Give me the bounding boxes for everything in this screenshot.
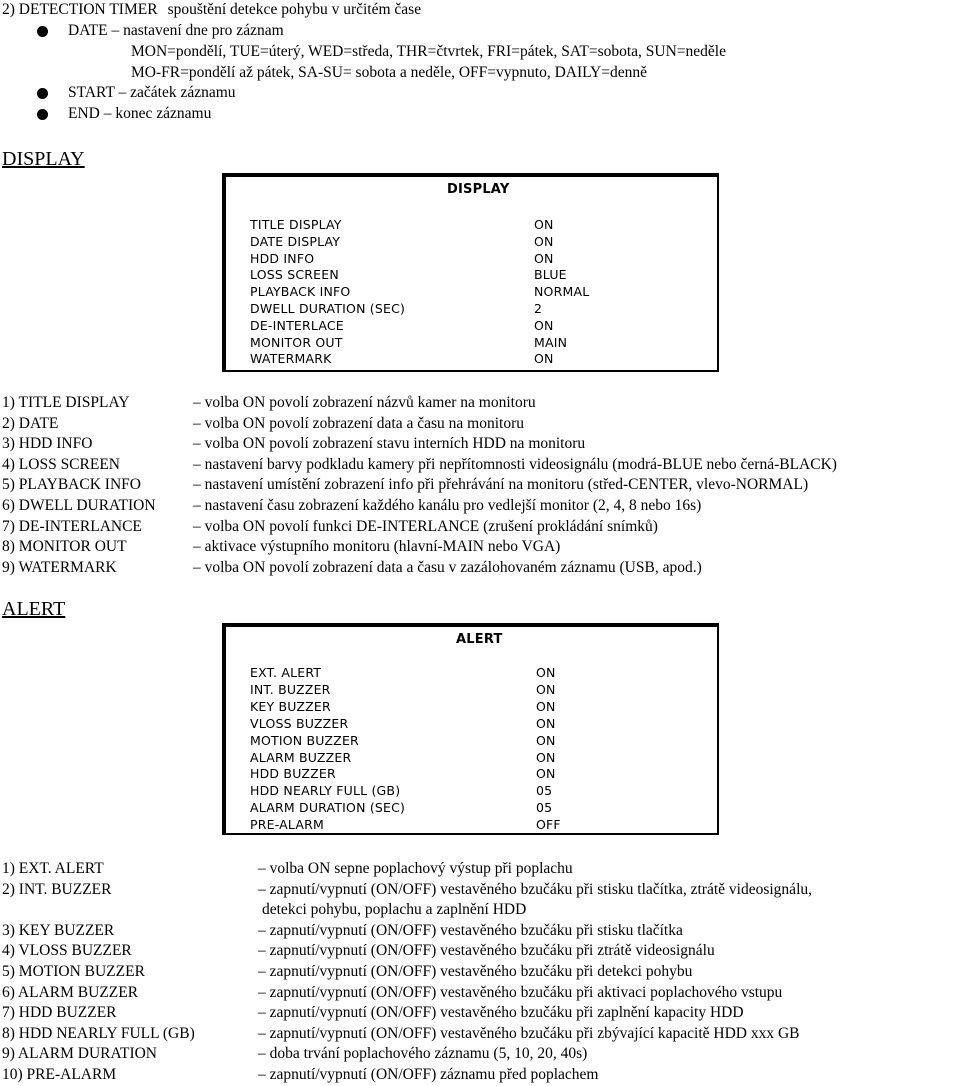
display-heading: DISPLAY	[2, 148, 85, 170]
description-text: – zapnutí/vypnutí (ON/OFF) vestavěného bzučáku při zaplnění kapacity HDD	[258, 1004, 744, 1022]
description-text: – zapnutí/vypnutí (ON/OFF) záznamu před poplachem	[258, 1066, 599, 1083]
description-key: 4) LOSS SCREEN	[2, 455, 120, 473]
osd-menu-label: PRE-ALARM	[250, 817, 324, 833]
osd-menu-value: ON	[534, 351, 554, 367]
osd-menu-label: LOSS SCREEN	[250, 267, 339, 283]
description-text: – volba ON povolí zobrazení stavu interních HDD na monitoru	[193, 435, 586, 453]
description-key: 3) HDD INFO	[2, 435, 93, 453]
description-text: – zapnutí/vypnutí (ON/OFF) vestavěného bzučáku při stisku tlačítka, ztrátě videosignálu,	[258, 880, 812, 898]
osd-menu-row	[250, 318, 690, 335]
description-text: – zapnutí/vypnutí (ON/OFF) vestavěného bzučáku při stisku tlačítka	[258, 921, 683, 939]
osd-menu-label: HDD INFO	[250, 250, 315, 266]
osd-menu-row	[250, 733, 690, 750]
description-text: – nastavení času zobrazení každého kanálu pro vedlejší monitor (2, 4, 8 nebo 16s)	[193, 497, 702, 514]
osd-menu-row	[250, 665, 690, 682]
osd-menu-value: BLUE	[534, 267, 567, 283]
osd-menu-label: INT. BUZZER	[250, 681, 331, 697]
description-text: – aktivace výstupního monitoru (hlavní-MAIN nebo VGA)	[193, 538, 561, 556]
alert-osd-screenshot	[222, 623, 719, 835]
description-key: 8) MONITOR OUT	[2, 538, 127, 556]
osd-menu-label: TITLE DISPLAY	[250, 217, 342, 232]
osd-menu-label: VLOSS BUZZER	[250, 715, 349, 731]
bullet-icon	[37, 26, 48, 37]
days-line-1: MON=pondělí, TUE=úterý, WED=středa, THR=čtvrtek, FRI=pátek, SAT=sobota, SUN=neděle	[131, 43, 726, 60]
description-key: 4) VLOSS BUZZER	[2, 942, 132, 960]
description-row	[2, 558, 958, 579]
date-desc: nastavení dne pro záznam	[123, 22, 284, 39]
osd-menu-value: MAIN	[534, 334, 568, 350]
display-osd-title: DISPLAY	[447, 182, 510, 197]
bullet-icon	[37, 88, 48, 99]
date-label: DATE	[68, 22, 108, 39]
description-key: 8) HDD NEARLY FULL (GB)	[2, 1024, 195, 1042]
bullet-icon	[37, 109, 48, 120]
description-key: 7) HDD BUZZER	[2, 1004, 117, 1022]
start-label: START	[68, 84, 115, 101]
detection-timer-header	[2, 0, 421, 20]
description-row	[2, 455, 958, 476]
end-desc: konec záznamu	[115, 105, 212, 122]
description-text: – volba ON povolí zobrazení data a času v zazálohovaném záznamu (USB, apod.)	[193, 558, 702, 576]
description-row	[2, 983, 958, 1004]
description-text: – volba ON povolí zobrazení názvů kamer na monitoru	[193, 394, 536, 411]
detection-timer-title: 2) DETECTION TIMER	[2, 1, 158, 18]
description-row	[2, 1044, 958, 1065]
osd-menu-label: PLAYBACK INFO	[250, 284, 351, 300]
description-row	[2, 434, 958, 455]
description-key: 2) INT. BUZZER	[2, 880, 112, 898]
osd-menu-label: MOTION BUZZER	[250, 732, 359, 748]
description-row	[2, 900, 958, 921]
osd-menu-value: NORMAL	[534, 284, 590, 300]
description-text: – nastavení umístění zobrazení info při přehrávání na monitoru (střed-CENTER, vlevo-NORMAL)	[193, 476, 809, 494]
description-key: 7) DE-INTERLANCE	[2, 517, 142, 535]
osd-menu-value: ON	[536, 766, 556, 782]
osd-menu-row	[250, 766, 690, 783]
description-key: 9) ALARM DURATION	[2, 1045, 157, 1063]
osd-menu-row	[250, 800, 690, 817]
osd-menu-row	[250, 716, 690, 733]
days-line-2: MO-FR=pondělí až pátek, SA-SU= sobota a neděle, OFF=vypnuto, DAILY=denně	[131, 64, 647, 81]
osd-menu-label: DWELL DURATION (SEC)	[250, 301, 406, 316]
description-row	[2, 393, 958, 414]
osd-menu-label: HDD NEARLY FULL (GB)	[250, 783, 401, 799]
osd-menu-value: 2	[534, 301, 543, 316]
osd-menu-value: OFF	[536, 817, 561, 833]
description-key: 1) TITLE DISPLAY	[2, 394, 130, 411]
description-row	[2, 962, 958, 983]
description-key: 5) MOTION BUZZER	[2, 963, 145, 980]
description-row	[2, 414, 958, 435]
description-key: 3) KEY BUZZER	[2, 921, 115, 939]
description-row	[2, 475, 958, 496]
description-text: – zapnutí/vypnutí (ON/OFF) vestavěného bzučáku při aktivaci poplachového vstupu	[258, 983, 783, 1001]
alert-heading: ALERT	[2, 598, 66, 620]
osd-menu-label: EXT. ALERT	[250, 665, 322, 680]
description-text: – zapnutí/vypnutí (ON/OFF) vestavěného bzučáku při zbývající kapacitě HDD xxx GB	[258, 1024, 800, 1042]
osd-menu-value: ON	[534, 217, 554, 232]
osd-menu-value: ON	[536, 749, 556, 765]
osd-menu-value: 05	[536, 800, 553, 816]
osd-menu-value: ON	[536, 681, 556, 697]
description-key: 5) PLAYBACK INFO	[2, 476, 141, 494]
osd-menu-value: ON	[536, 715, 556, 731]
osd-menu-label: WATERMARK	[250, 351, 332, 367]
osd-menu-row	[250, 750, 690, 767]
start-desc: začátek záznamu	[130, 84, 236, 101]
osd-menu-row	[250, 251, 690, 268]
osd-menu-row	[250, 301, 690, 318]
description-row	[2, 1003, 958, 1024]
osd-menu-value: 05	[536, 783, 553, 799]
osd-menu-row	[250, 783, 690, 800]
description-key: 1) EXT. ALERT	[2, 860, 104, 877]
osd-menu-label: KEY BUZZER	[250, 698, 331, 714]
description-key: 6) DWELL DURATION	[2, 497, 156, 514]
description-text: – volba ON povolí zobrazení data a času na monitoru	[193, 414, 524, 432]
osd-menu-row	[250, 682, 690, 699]
description-text: detekci pohybu, poplachu a zaplnění HDD	[262, 901, 527, 919]
osd-menu-label: MONITOR OUT	[250, 334, 343, 350]
osd-menu-row	[250, 699, 690, 716]
osd-menu-value: ON	[536, 732, 556, 748]
description-row	[2, 880, 958, 901]
description-text: – zapnutí/vypnutí (ON/OFF) vestavěného bzučáku při detekci pohybu	[258, 963, 693, 980]
osd-menu-row	[250, 335, 690, 352]
osd-menu-value: ON	[534, 317, 554, 333]
description-key: 10) PRE-ALARM	[2, 1066, 117, 1083]
description-key: 2) DATE	[2, 414, 59, 432]
description-row	[2, 537, 958, 558]
osd-menu-value: ON	[534, 250, 554, 266]
osd-menu-row	[250, 267, 690, 284]
description-text: – volba ON povolí funkci DE-INTERLANCE (zrušení prokládání snímků)	[193, 517, 658, 535]
osd-menu-row	[250, 351, 690, 368]
osd-menu-label: ALARM DURATION (SEC)	[250, 800, 406, 816]
osd-menu-row	[250, 817, 690, 834]
end-item: END – konec záznamu	[68, 105, 212, 122]
display-osd-screenshot	[222, 173, 719, 372]
description-text: – doba trvání poplachového záznamu (5, 10, 20, 40s)	[258, 1045, 588, 1063]
description-row	[2, 1024, 958, 1045]
osd-menu-value: ON	[536, 698, 556, 714]
end-label: END	[68, 105, 100, 122]
osd-menu-row	[250, 234, 690, 251]
description-key: 6) ALARM BUZZER	[2, 983, 139, 1001]
detection-timer-desc: spouštění detekce pohybu v určitém čase	[167, 1, 422, 18]
description-row	[2, 496, 958, 517]
description-text: – volba ON sepne poplachový výstup při poplachu	[258, 860, 573, 877]
osd-menu-label: DE-INTERLACE	[250, 317, 344, 333]
osd-menu-label: DATE DISPLAY	[250, 233, 341, 249]
osd-menu-label: ALARM BUZZER	[250, 749, 352, 765]
osd-menu-row	[250, 284, 690, 301]
description-row	[2, 921, 958, 942]
description-key: 9) WATERMARK	[2, 558, 117, 576]
osd-menu-value: ON	[534, 233, 554, 249]
description-text: – nastavení barvy podkladu kamery při nepřítomnosti videosignálu (modrá-BLUE nebo černá-BLACK)	[193, 455, 837, 473]
alert-osd-title: ALERT	[456, 632, 503, 647]
osd-menu-value: ON	[536, 665, 556, 680]
description-row	[2, 517, 958, 538]
description-text: – zapnutí/vypnutí (ON/OFF) vestavěného bzučáku při ztrátě videosignálu	[258, 942, 715, 960]
osd-menu-label: HDD BUZZER	[250, 766, 336, 782]
description-row	[2, 941, 958, 962]
description-row	[2, 1065, 958, 1086]
description-row	[2, 859, 958, 880]
date-item: DATE – nastavení dne pro záznam	[68, 22, 284, 39]
osd-menu-row	[250, 217, 690, 234]
start-item: START – začátek záznamu	[68, 84, 236, 101]
